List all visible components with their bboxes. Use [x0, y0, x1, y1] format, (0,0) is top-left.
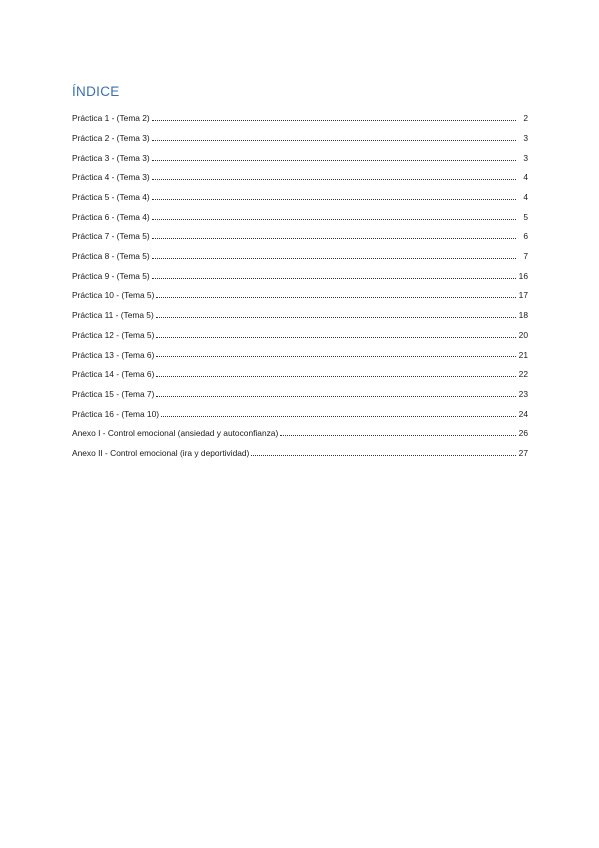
toc-entry-label: Anexo II - Control emocional (ira y deportividad): [72, 447, 250, 458]
toc-leader-dots: [251, 454, 515, 456]
toc-title: ÍNDICE: [72, 84, 120, 99]
toc-entry[interactable]: [72, 123, 528, 143]
toc-entry[interactable]: [72, 103, 528, 123]
toc-leader-dots: [156, 395, 515, 397]
toc-entry-page: 3: [523, 152, 528, 163]
toc-entry[interactable]: [72, 162, 528, 182]
toc-entry-page: 17: [518, 290, 528, 301]
toc-entry[interactable]: [72, 339, 528, 359]
toc-entry-page: 22: [518, 369, 528, 380]
toc-entry-label: Práctica 4 - (Tema 3): [72, 172, 150, 183]
toc-leader-dots: [152, 119, 516, 121]
toc-entry-page: 24: [518, 408, 528, 419]
toc-entry-page: 26: [518, 428, 528, 439]
toc-leader-dots: [152, 178, 516, 180]
toc-entry-page: 18: [518, 310, 528, 321]
toc-entry-label: Práctica 3 - (Tema 3): [72, 152, 150, 163]
toc-entry-page: 20: [518, 329, 528, 340]
toc-leader-dots: [156, 355, 515, 357]
toc-entry-page: 23: [518, 388, 528, 399]
toc-entry-label: Práctica 1 - (Tema 2): [72, 113, 150, 124]
toc-entry[interactable]: [72, 182, 528, 202]
toc-entry[interactable]: [72, 300, 528, 320]
toc-leader-dots: [152, 237, 516, 239]
toc-entry-page: 7: [523, 251, 528, 262]
toc-leader-dots: [152, 139, 516, 141]
toc-entry-label: Práctica 12 - (Tema 5): [72, 329, 155, 340]
toc-entry-label: Práctica 8 - (Tema 5): [72, 251, 150, 262]
toc-entry-page: 27: [518, 447, 528, 458]
toc-entry[interactable]: [72, 379, 528, 399]
toc-entry[interactable]: [72, 261, 528, 281]
toc-entry-page: 3: [523, 132, 528, 143]
toc-entry-label: Anexo I - Control emocional (ansiedad y autoconfianza): [72, 428, 279, 439]
toc-leader-dots: [152, 218, 516, 220]
toc-entry[interactable]: [72, 280, 528, 300]
toc-entry-label: Práctica 5 - (Tema 4): [72, 192, 150, 203]
toc-leader-dots: [152, 277, 516, 279]
toc-entry[interactable]: [72, 221, 528, 241]
toc-entry[interactable]: [72, 438, 528, 458]
toc-entry-page: 4: [523, 172, 528, 183]
toc-entry[interactable]: [72, 398, 528, 418]
toc-entry[interactable]: [72, 142, 528, 162]
toc-leader-dots: [280, 434, 515, 436]
toc-entry-label: Práctica 2 - (Tema 3): [72, 132, 150, 143]
toc-entry-label: Práctica 10 - (Tema 5): [72, 290, 155, 301]
toc-entry-page: 4: [523, 192, 528, 203]
toc-entry-page: 21: [518, 349, 528, 360]
toc-entry-page: 16: [518, 270, 528, 281]
toc-entry-label: Práctica 11 - (Tema 5): [72, 310, 154, 321]
toc-leader-dots: [161, 415, 516, 417]
toc-entry-label: Práctica 15 - (Tema 7): [72, 388, 155, 399]
toc-leader-dots: [152, 159, 516, 161]
toc-entry[interactable]: [72, 359, 528, 379]
toc-leader-dots: [152, 257, 516, 259]
toc-leader-dots: [156, 316, 516, 318]
toc-entry[interactable]: [72, 201, 528, 221]
toc-leader-dots: [156, 375, 515, 377]
toc-list: [72, 103, 528, 457]
toc-leader-dots: [152, 198, 516, 200]
toc-entry[interactable]: [72, 320, 528, 340]
toc-entry[interactable]: [72, 241, 528, 261]
toc-entry-page: 5: [523, 211, 528, 222]
toc-entry-label: Práctica 16 - (Tema 10): [72, 408, 160, 419]
toc-entry-page: 6: [523, 231, 528, 242]
toc-entry-page: 2: [523, 113, 528, 124]
toc-entry-label: Práctica 6 - (Tema 4): [72, 211, 150, 222]
toc-entry-label: Práctica 9 - (Tema 5): [72, 270, 150, 281]
toc-entry[interactable]: [72, 418, 528, 438]
toc-leader-dots: [156, 336, 515, 338]
toc-leader-dots: [156, 296, 515, 298]
toc-entry-label: Práctica 7 - (Tema 5): [72, 231, 150, 242]
toc-entry-label: Práctica 13 - (Tema 6): [72, 349, 155, 360]
toc-entry-label: Práctica 14 - (Tema 6): [72, 369, 155, 380]
